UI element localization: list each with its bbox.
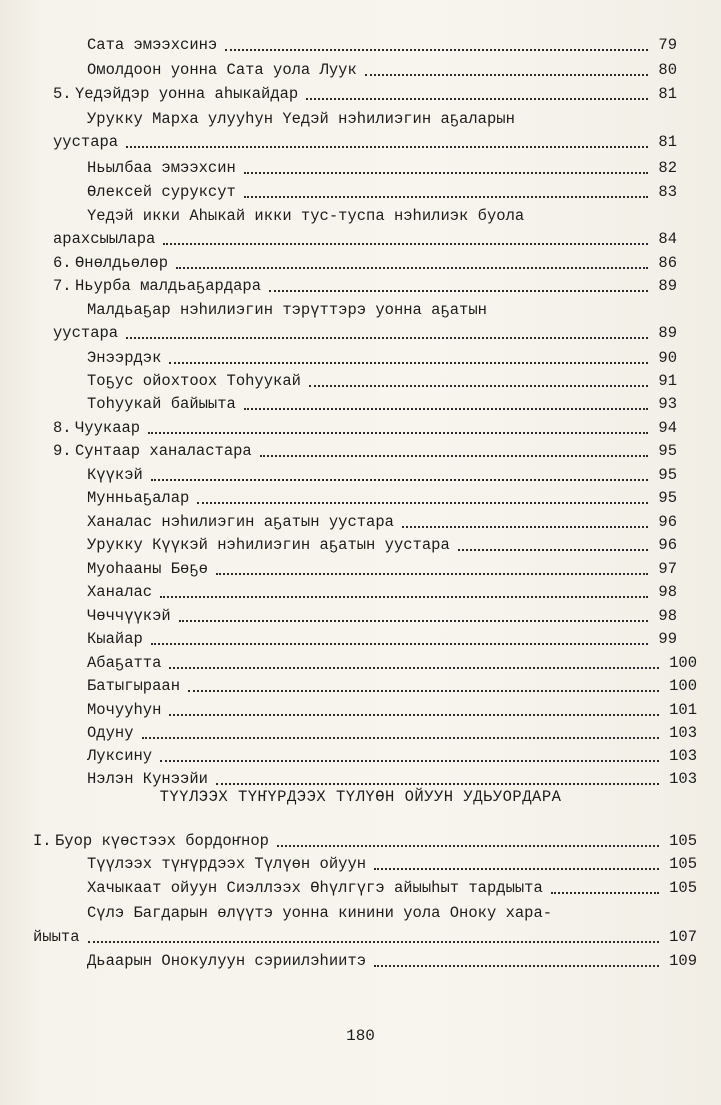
toc-entry-title: Нэлэн Кунээйи bbox=[87, 770, 208, 788]
toc-row bbox=[0, 370, 721, 392]
dot-leader bbox=[179, 605, 649, 622]
toc-row bbox=[0, 628, 721, 650]
toc-entry-title: Урукку Күүкэй нэһилиэгин аҕатын уустара bbox=[87, 536, 450, 554]
toc-entry-page: 101 bbox=[669, 701, 697, 719]
toc-entry-title: Мочууһун bbox=[87, 701, 162, 719]
toc-entry-title: Ньурба малдьаҕардара bbox=[75, 277, 262, 295]
page-number: 180 bbox=[346, 1027, 375, 1045]
toc-row bbox=[0, 581, 721, 603]
dot-leader bbox=[142, 722, 660, 739]
dot-leader bbox=[365, 59, 649, 76]
toc-row bbox=[0, 299, 721, 321]
toc-row bbox=[0, 252, 721, 274]
toc-entry-page: 83 bbox=[658, 183, 677, 201]
toc-entry-page: 95 bbox=[658, 489, 677, 507]
toc-row bbox=[0, 417, 721, 439]
toc-row bbox=[0, 699, 721, 721]
dot-leader bbox=[244, 181, 649, 198]
toc-entry-page: 95 bbox=[658, 442, 677, 460]
dot-leader bbox=[160, 745, 659, 762]
toc-entry-page: 103 bbox=[669, 747, 697, 765]
toc-entry-page: 109 bbox=[669, 952, 697, 970]
toc-row bbox=[0, 440, 721, 462]
dot-leader bbox=[188, 675, 659, 692]
toc-entry-number: 6. bbox=[53, 254, 72, 272]
toc-entry-title: Луксину bbox=[87, 747, 153, 765]
toc-row bbox=[0, 464, 721, 486]
dot-leader bbox=[160, 581, 648, 598]
toc-entry-title: Сүлэ Багдарын өлүүтэ уонна кинини уола Оноку хара- bbox=[87, 904, 553, 922]
toc-entry-title: Чуукаар bbox=[75, 419, 141, 437]
toc-entry-title: Чөччүүкэй bbox=[87, 607, 171, 625]
toc-entry-title: Күүкэй bbox=[87, 466, 143, 484]
toc-row bbox=[0, 511, 721, 533]
dot-leader bbox=[197, 487, 648, 504]
dot-leader bbox=[306, 83, 648, 100]
dot-leader bbox=[374, 950, 659, 967]
toc-entry-page: 103 bbox=[669, 724, 697, 742]
toc-entry-title: уустара bbox=[53, 324, 119, 342]
toc-entry-page: 98 bbox=[658, 607, 677, 625]
toc-entry-title: Сата эмээхсинэ bbox=[87, 36, 218, 54]
toc-row bbox=[0, 853, 721, 875]
toc-entry-page: 105 bbox=[669, 832, 697, 850]
toc-entry-page: 105 bbox=[669, 855, 697, 873]
dot-leader bbox=[126, 131, 648, 148]
toc-entry-number: 8. bbox=[53, 419, 72, 437]
toc-entry-number: I. bbox=[33, 832, 52, 850]
toc-row bbox=[0, 745, 721, 767]
toc-entry-title: Одуну bbox=[87, 724, 134, 742]
dot-leader bbox=[169, 347, 648, 364]
toc-entry-page: 103 bbox=[669, 770, 697, 788]
toc-entry-page: 100 bbox=[669, 654, 697, 672]
toc-row bbox=[0, 205, 721, 227]
dot-leader bbox=[169, 652, 659, 669]
toc-entry-title: Тоһуукай байыыта bbox=[87, 395, 236, 413]
dot-leader bbox=[216, 558, 649, 575]
toc-row bbox=[0, 393, 721, 415]
toc-entry-page: 90 bbox=[658, 349, 677, 367]
toc-row bbox=[0, 605, 721, 627]
toc-entry-page: 82 bbox=[658, 159, 677, 177]
dot-leader bbox=[151, 628, 649, 645]
toc-row bbox=[0, 534, 721, 556]
toc-row bbox=[0, 830, 721, 852]
toc-row bbox=[0, 675, 721, 697]
toc-entry-title: Энээрдэк bbox=[87, 349, 162, 367]
toc-entry-page: 89 bbox=[658, 324, 677, 342]
toc-row bbox=[0, 347, 721, 369]
toc-entry-page: 99 bbox=[658, 630, 677, 648]
dot-leader bbox=[402, 511, 649, 528]
toc-row bbox=[0, 926, 721, 948]
dot-leader bbox=[169, 699, 659, 716]
toc-entry-title: Дьаарын Онокулуун сэриилэһиитэ bbox=[87, 952, 367, 970]
dot-leader bbox=[216, 768, 659, 785]
toc-entry-title: Муоһааны Бөҕө bbox=[87, 560, 208, 578]
toc-entry-number: 9. bbox=[53, 442, 72, 460]
toc-entry-title: арахсыылара bbox=[53, 230, 156, 248]
toc-entry-page: 105 bbox=[669, 879, 697, 897]
dot-leader bbox=[374, 853, 659, 870]
toc-entry-title: Өлексей суруксут bbox=[87, 183, 236, 201]
toc-entry-number: 5. bbox=[53, 85, 72, 103]
toc-entry-title: уустара bbox=[53, 133, 119, 151]
toc-entry-page: 94 bbox=[658, 419, 677, 437]
dot-leader bbox=[277, 830, 659, 847]
toc-entry-title: Ньылбаа эмээхсин bbox=[87, 159, 236, 177]
toc-entry-title: Түүлээх түҥүрдээх Түлүөн ойуун bbox=[87, 855, 367, 873]
toc-entry-title: Өнөлдьөлөр bbox=[75, 254, 169, 272]
toc-entry-title: Урукку Марха улууһун Үедэй нэһилиэгин аҕаларын bbox=[87, 110, 515, 128]
toc-row bbox=[0, 950, 721, 972]
toc-entry-page: 91 bbox=[658, 372, 677, 390]
toc-entry-page: 84 bbox=[658, 230, 677, 248]
dot-leader bbox=[148, 417, 648, 434]
toc-row bbox=[0, 181, 721, 203]
toc-entry-title: йыыта bbox=[33, 928, 80, 946]
dot-leader bbox=[269, 275, 648, 292]
section-heading: ТҮҮЛЭЭХ ТҮҤҮРДЭЭХ ТҮЛҮӨН ОЙУУН УДЬУОРДАРА bbox=[159, 788, 562, 806]
toc-entry-title: Ханалас bbox=[87, 583, 153, 601]
toc-entry-page: 97 bbox=[658, 560, 677, 578]
toc-entry-page: 79 bbox=[658, 36, 677, 54]
toc-entry-page: 107 bbox=[669, 928, 697, 946]
toc-entry-page: 100 bbox=[669, 677, 697, 695]
dot-leader bbox=[225, 34, 648, 51]
toc-row bbox=[0, 131, 721, 153]
toc-row bbox=[0, 652, 721, 674]
toc-row bbox=[0, 157, 721, 179]
dot-leader bbox=[126, 322, 648, 339]
toc-row bbox=[0, 902, 721, 924]
toc-entry-title: Ханалас нэһилиэгин аҕатын уустара bbox=[87, 513, 394, 531]
toc-entry-title: Үедэй икки Аһыкай икки тус-туспа нэһилиэк буола bbox=[87, 207, 525, 225]
toc-entry-page: 81 bbox=[658, 133, 677, 151]
toc-entry-title: Буор күөстээх бордоҥнор bbox=[55, 832, 269, 850]
toc-entry-page: 80 bbox=[658, 61, 677, 79]
dot-leader bbox=[244, 157, 649, 174]
dot-leader bbox=[244, 393, 649, 410]
toc-entry-number: 7. bbox=[53, 277, 72, 295]
toc-entry-title: Кыайар bbox=[87, 630, 143, 648]
toc-entry-title: Батыгыраан bbox=[87, 677, 181, 695]
toc-row bbox=[0, 83, 721, 105]
dot-leader bbox=[176, 252, 648, 269]
toc-entry-page: 96 bbox=[658, 513, 677, 531]
toc-entry-page: 81 bbox=[658, 85, 677, 103]
dot-leader bbox=[260, 440, 649, 457]
toc-row bbox=[0, 558, 721, 580]
toc-entry-page: 89 bbox=[658, 277, 677, 295]
toc-entry-page: 93 bbox=[658, 395, 677, 413]
dot-leader bbox=[551, 877, 659, 894]
toc-entry-page: 95 bbox=[658, 466, 677, 484]
toc-entry-title: Омолдоон уонна Сата уола Луук bbox=[87, 61, 357, 79]
toc-entry-page: 96 bbox=[658, 536, 677, 554]
toc-entry-page: 86 bbox=[658, 254, 677, 272]
toc-entry-title: Малдьаҕар нэһилиэгин тэрүттэрэ уонна аҕатын bbox=[87, 301, 487, 319]
toc-row bbox=[0, 108, 721, 130]
toc-entry-title: Абаҕатта bbox=[87, 654, 162, 672]
toc-row bbox=[0, 34, 721, 56]
dot-leader bbox=[163, 228, 648, 245]
dot-leader bbox=[151, 464, 649, 481]
toc-entry-page: 98 bbox=[658, 583, 677, 601]
toc-row bbox=[0, 487, 721, 509]
toc-row bbox=[0, 322, 721, 344]
toc-entry-title: Сунтаар ханаластара bbox=[75, 442, 252, 460]
dot-leader bbox=[88, 926, 660, 943]
toc-entry-title: Үедэйдэр уонна аһыкайдар bbox=[75, 85, 299, 103]
dot-leader bbox=[309, 370, 649, 387]
toc-row bbox=[0, 275, 721, 297]
toc-row bbox=[0, 722, 721, 744]
toc-row bbox=[0, 59, 721, 81]
toc-entry-title: Хачыкаат ойуун Сиэллээх Өһүлгүгэ айыыһыт тардыыта bbox=[87, 879, 543, 897]
toc-entry-title: Тоҕус ойохтоох Тоһуукай bbox=[87, 372, 301, 390]
toc-entry-title: Мунньаҕалар bbox=[87, 489, 190, 507]
dot-leader bbox=[458, 534, 649, 551]
toc-row bbox=[0, 228, 721, 250]
toc-row bbox=[0, 877, 721, 899]
